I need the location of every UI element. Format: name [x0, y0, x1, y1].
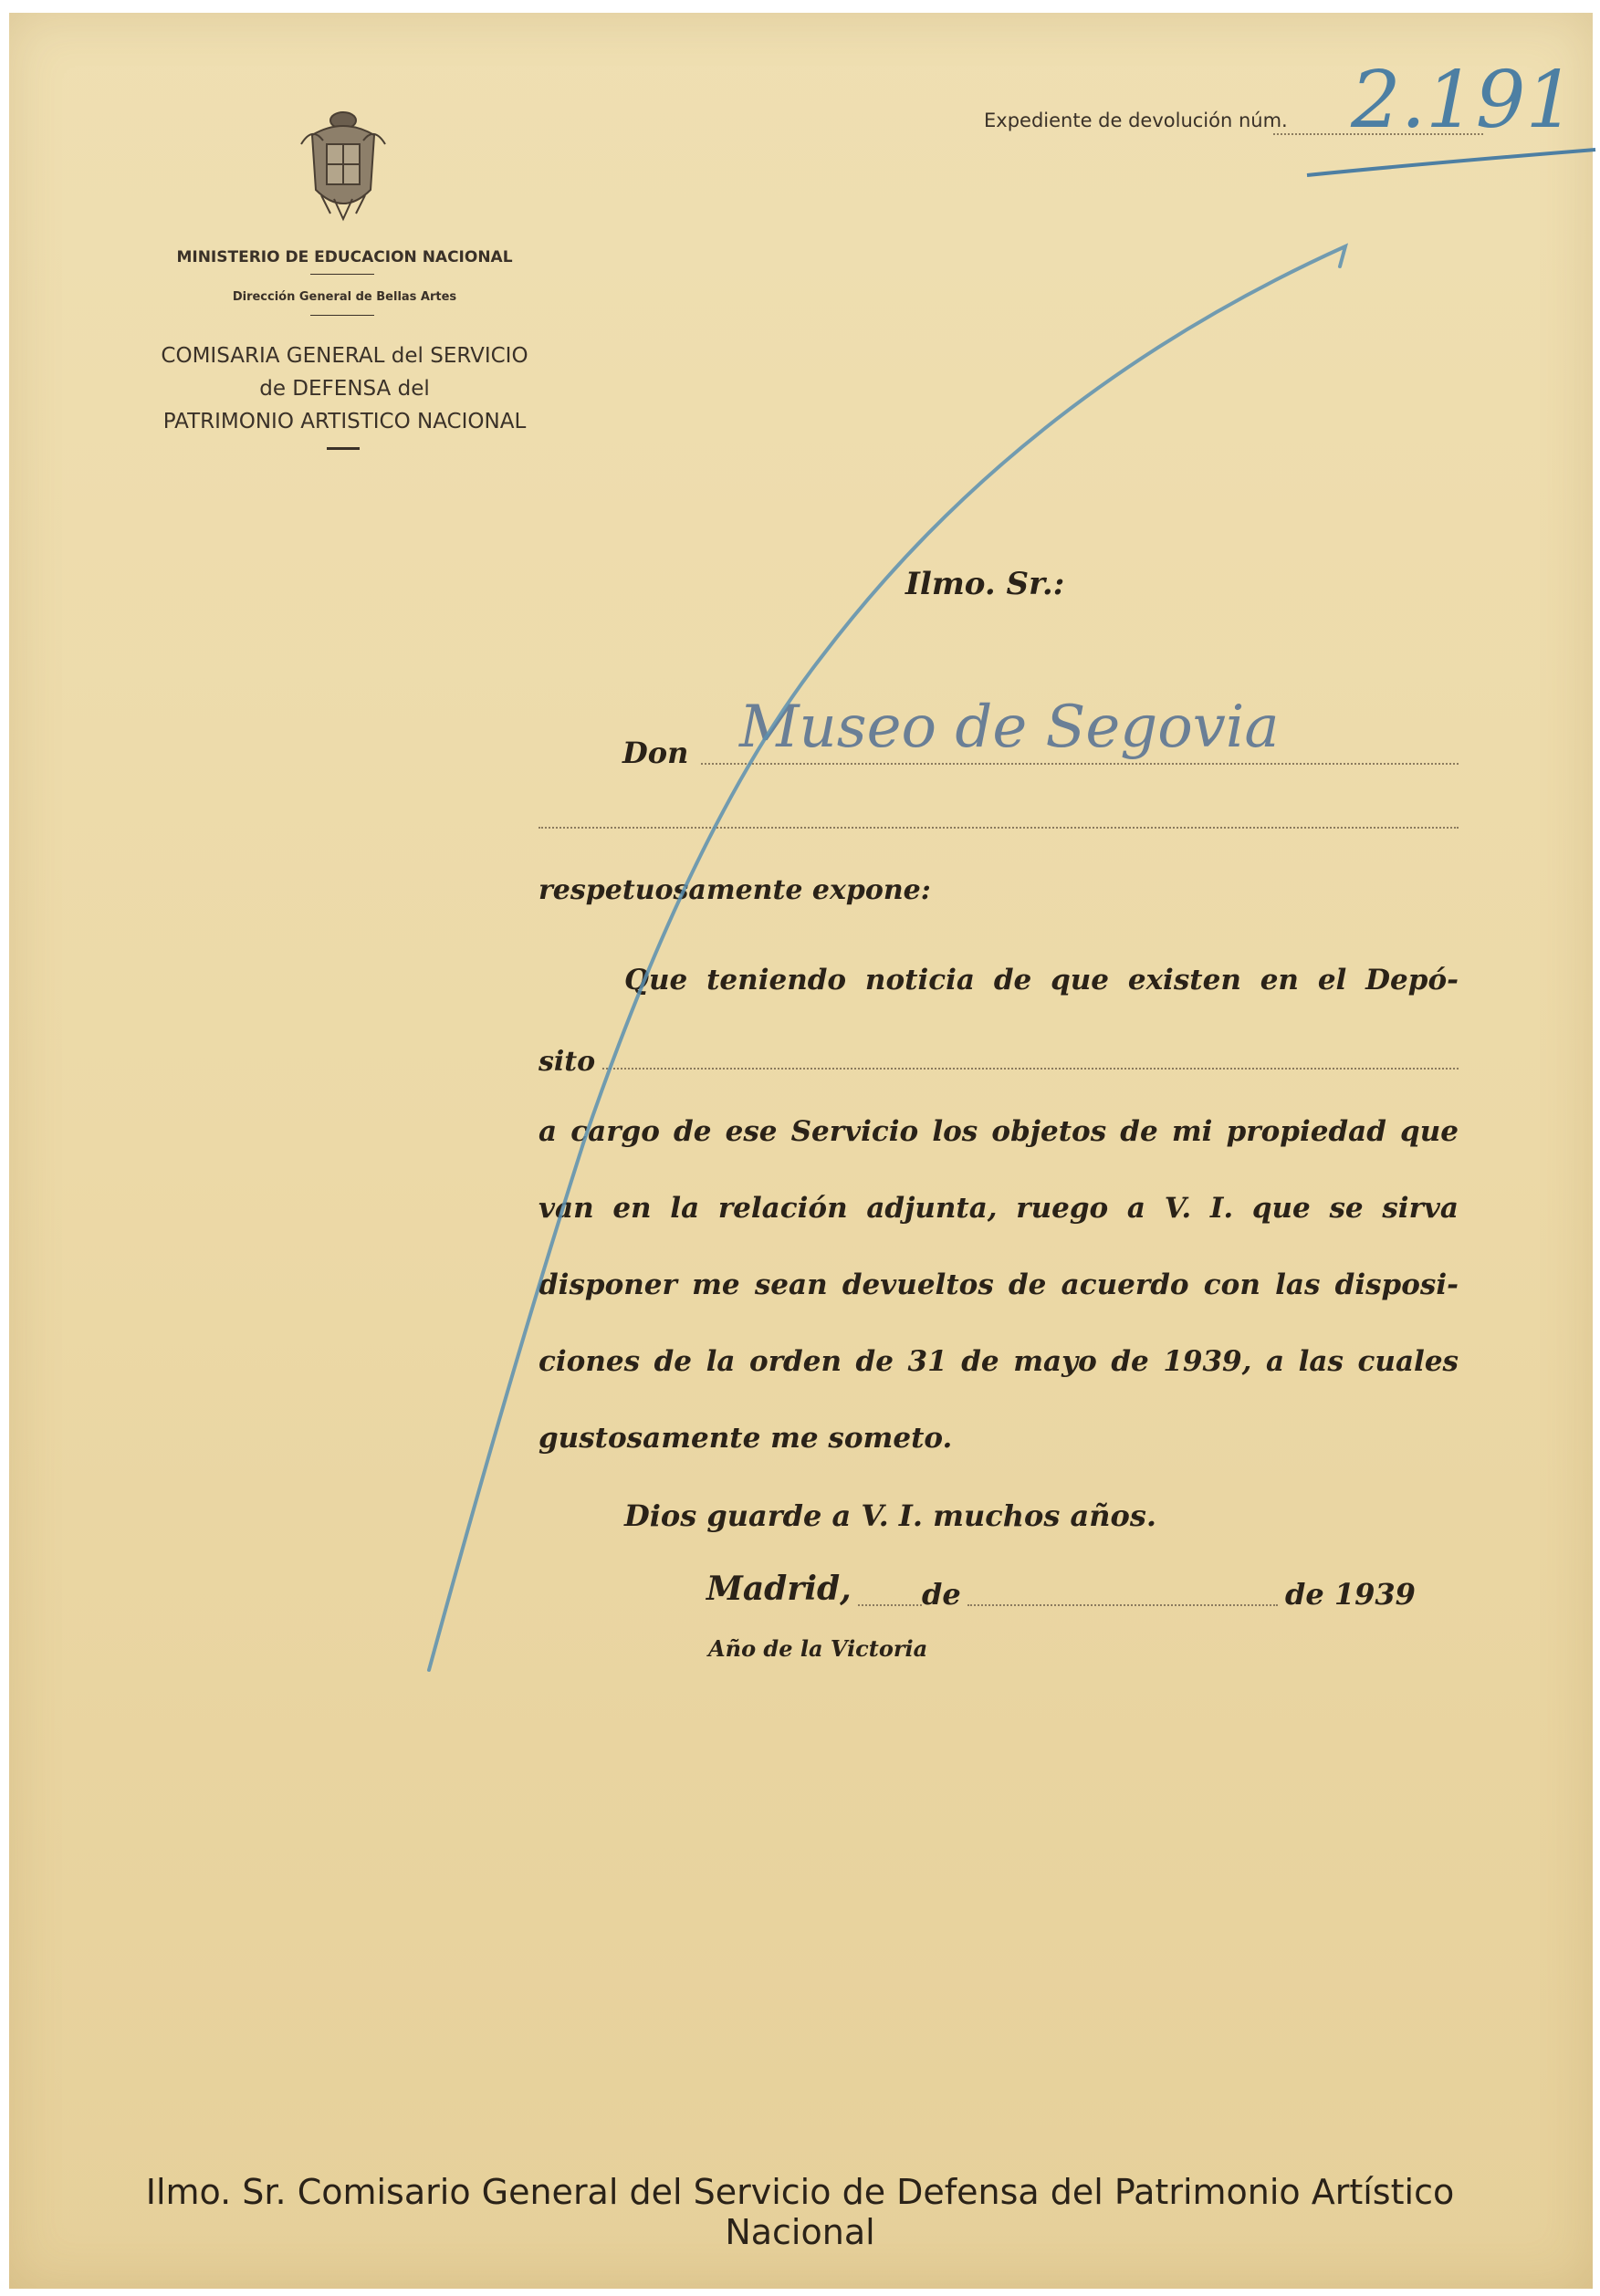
- commission-line: COMISARIA GENERAL del SERVICIO: [161, 344, 528, 368]
- body-line: Que teniendo noticia de que existen en el Depó-: [624, 964, 1459, 997]
- body-line: disponer me sean devueltos de acuerdo con las disposi-: [539, 1268, 1459, 1301]
- body-line: a cargo de ese Servicio los objetos de mi propiedad que: [539, 1115, 1459, 1148]
- commission-line: PATRIMONIO ARTISTICO NACIONAL: [162, 410, 527, 433]
- blessing-text: Dios guarde a V. I. muchos años.: [624, 1498, 1157, 1533]
- deposit-label: sito: [539, 1046, 596, 1078]
- commission-line: de DEFENSA del: [259, 377, 430, 401]
- date-de: de: [922, 1577, 961, 1612]
- body-line: van en la relación adjunta, ruego a V. I. que se sirva: [539, 1192, 1459, 1225]
- directorate-name: Dirección General de Bellas Artes: [232, 290, 457, 304]
- body-line: gustosamente me someto.: [539, 1422, 953, 1455]
- salutation: Ilmo. Sr.:: [905, 566, 1065, 602]
- ministry-name: MINISTERIO DE EDUCACION NACIONAL: [176, 248, 513, 266]
- addressee-handwritten: Museo de Segovia: [739, 694, 1280, 761]
- don-label: Don: [622, 736, 689, 770]
- expone-text: respetuosamente expone:: [539, 874, 931, 906]
- file-number-label: Expediente de devolución núm.: [984, 110, 1288, 131]
- place-text: Madrid,: [706, 1570, 852, 1608]
- file-number-handwritten: 2.191: [1351, 55, 1576, 146]
- footer-addressee: Ilmo. Sr. Comisario General del Servicio de Defensa del Patrimonio Artístico Nacional: [145, 2172, 1455, 2252]
- body-line: ciones de la orden de 31 de mayo de 1939, a las cuales: [539, 1345, 1459, 1378]
- year-text: de 1939: [1285, 1577, 1416, 1612]
- motto-text: Año de la Victoria: [708, 1635, 928, 1662]
